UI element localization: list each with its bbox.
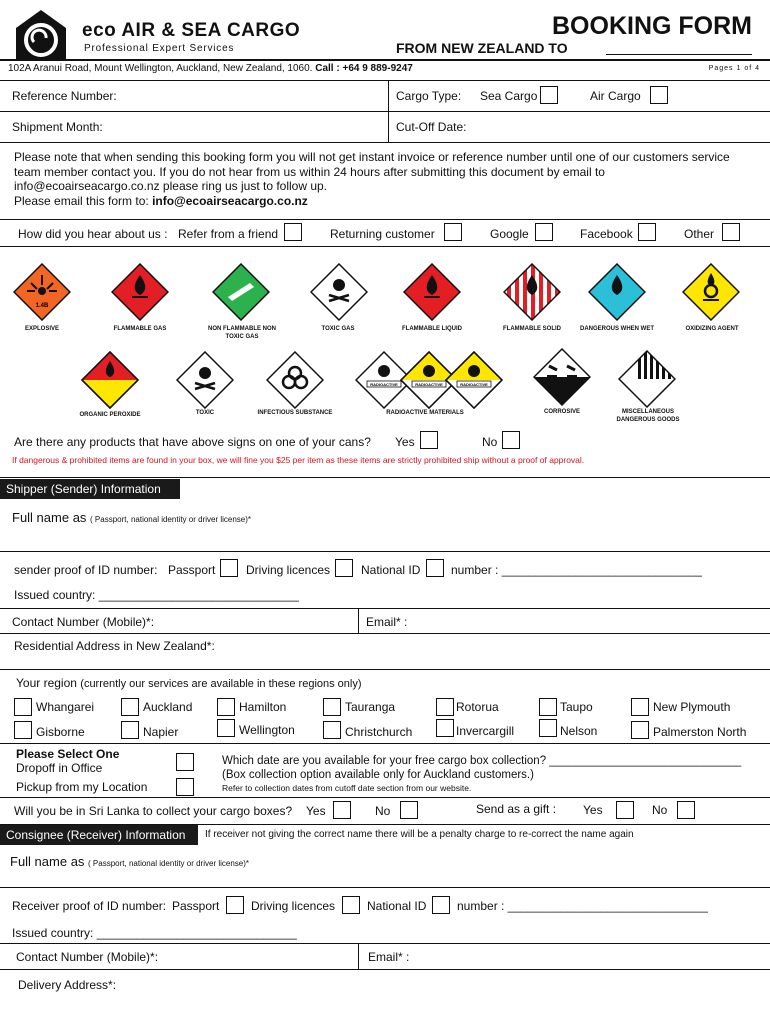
gift-no-label: No [652,803,668,817]
hear-option-friend: Refer from a friend [178,227,279,241]
region-tauranga-label: Tauranga [345,700,396,714]
receiver-driving-checkbox[interactable] [342,896,360,914]
toxic-gas-icon [310,263,368,321]
hear-option-facebook: Facebook [580,227,633,241]
svg-text:1.4B: 1.4B [35,303,49,309]
shipment-month-field[interactable]: Shipment Month: [12,120,103,134]
receiver-driving-label: Driving licences [251,899,336,913]
sender-driving-label: Driving licences [246,563,331,577]
sea-cargo-label: Sea Cargo [480,89,538,103]
srilanka-no-label: No [375,804,391,818]
address-line: 102A Aranui Road, Mount Wellington, Auckland, New Zealand, 1060. Call : +64 9 889-9247 [8,63,413,74]
sender-residential-field[interactable]: Residential Address in New Zealand*: [14,639,215,653]
hazard-label-flammable-gas: FLAMMABLE GAS [113,326,167,332]
gift-label: Send as a gift : [476,802,557,816]
toxic-icon [176,351,234,409]
destination-label [396,40,568,56]
hazard-label-misc: MISCELLANEOUS DANGEROUS GOODS [616,409,680,423]
notice-paragraph: Please note that when sending this booking form you will not get instant invoice or reference number until one of our customers service team member contact you. If you do not hear from us within 24 hours after submitting this document by email to info@ecoairseacargo.co.nz please ring us just to follow up. Please email this form to: info@ecoairseacargo.co.nz [14,150,730,208]
air-cargo-checkbox[interactable] [650,86,668,104]
hear-option-returning: Returning customer [330,227,435,241]
gift-yes-label: Yes [583,803,603,817]
oxidizing-agent-icon [682,263,740,321]
hazard-label-corrosive: CORROSIVE [543,409,580,415]
sender-passport-checkbox[interactable] [220,559,238,577]
hear-option-google: Google [490,227,529,241]
pickup-checkbox[interactable] [176,778,194,796]
reference-number-field[interactable]: Reference Number: [12,89,117,103]
receiver-issued-country-field[interactable]: Issued country: ______________________________ [12,926,297,940]
sender-passport-label: Passport [168,563,216,577]
hazard-label-toxic: TOXIC [195,410,215,416]
sender-email-field[interactable]: Email* : [366,615,408,629]
hear-google-checkbox[interactable] [535,223,553,241]
region-invercargill-checkbox[interactable] [436,719,454,737]
sender-national-label: National ID [361,563,421,577]
explosive-icon [13,263,71,321]
corrosive-icon [533,348,591,406]
hazard-label-toxic-gas: TOXIC GAS [321,326,355,332]
sender-proof-label: sender proof of ID number: [14,563,158,577]
region-invercargill-label: Invercargill [456,724,515,738]
organic-peroxide-icon [81,351,139,409]
region-wellington-checkbox[interactable] [217,719,235,737]
region-christchurch-label: Christchurch [345,725,413,739]
region-rotorua-label: Rotorua [456,700,499,714]
dropoff-checkbox[interactable] [176,753,194,771]
region-napier-checkbox[interactable] [121,721,139,739]
region-hamilton-checkbox[interactable] [217,698,235,716]
dangerous-when-wet-icon [588,263,646,321]
srilanka-question: Will you be in Sri Lanka to collect your cargo boxes? [14,804,293,818]
hazard-label-flammable-liquid: FLAMMABLE LIQUID [402,326,462,332]
region-palmerston-checkbox[interactable] [631,721,649,739]
hazard-label-flammable-solid: FLAMMABLE SOLID [503,326,561,332]
hazard-label-infectious: INFECTIOUS SUBSTANCE [257,410,333,416]
sender-id-number-field[interactable]: number : ______________________________ [451,563,702,577]
page-title: BOOKING FORM [552,12,752,40]
hear-friend-checkbox[interactable] [284,223,302,241]
receiver-contact-field[interactable]: Contact Number (Mobile)*: [16,950,159,964]
dangerous-yes-label: Yes [395,435,415,449]
svg-text:RADIOACTIVE: RADIOACTIVE [415,382,443,387]
flammable-liquid-icon [403,263,461,321]
hazard-label-explosive: EXPLOSIVE [24,326,59,332]
hear-facebook-checkbox[interactable] [638,223,656,241]
dangerous-no-checkbox[interactable] [502,431,520,449]
flammable-solid-icon [503,263,561,321]
sender-driving-checkbox[interactable] [335,559,353,577]
receiver-passport-label: Passport [172,899,220,913]
region-taupo-label: Taupo [560,700,593,714]
hazard-label-oxidizing: OXIDIZING AGENT [685,326,739,332]
receiver-national-label: National ID [367,899,427,913]
collection-refer-note: Refer to collection dates from cutoff date section from our website. [222,783,472,793]
region-new-plymouth-label: New Plymouth [653,700,731,714]
region-auckland-checkbox[interactable] [121,698,139,716]
receiver-email-field[interactable]: Email* : [368,950,410,964]
region-nelson-label: Nelson [560,724,598,738]
hazard-label-dangerous-wet: DANGEROUS WHEN WET [580,326,654,332]
destination-line [606,54,752,55]
flammable-gas-icon [111,263,169,321]
svg-text:RADIOACTIVE: RADIOACTIVE [370,382,398,387]
gift-yes-checkbox[interactable] [616,801,634,819]
region-taupo-checkbox[interactable] [539,698,557,716]
svg-text:RADIOACTIVE: RADIOACTIVE [460,382,488,387]
pickup-label: Pickup from my Location [16,780,148,794]
header-divider [0,59,770,61]
gift-no-checkbox[interactable] [677,801,695,819]
company-tagline: Professional Expert Services [84,43,235,54]
receiver-passport-checkbox[interactable] [226,896,244,914]
shipper-section-header: Shipper (Sender) Information [0,479,180,499]
srilanka-yes-checkbox[interactable] [333,801,351,819]
hazard-label-radioactive: RADIOACTIVE MATERIALS [386,410,464,416]
hear-other-checkbox[interactable] [722,223,740,241]
cutoff-date-field[interactable]: Cut-Off Date: [396,120,467,134]
region-christchurch-checkbox[interactable] [323,721,341,739]
receiver-id-number-field[interactable]: number : ______________________________ [457,899,708,913]
receiver-national-checkbox[interactable] [432,896,450,914]
non-flammable-gas-icon [212,263,270,321]
dropoff-label: Dropoff in Office [16,761,103,775]
dangerous-goods-question: Are there any products that have above signs on one of your cans? [14,435,371,449]
consignee-penalty-note: If receiver not giving the correct name there will be a penalty charge to re-correct the name again [205,829,634,840]
region-whangarei-label: Whangarei [36,700,95,714]
air-cargo-label: Air Cargo [590,89,641,103]
collection-note: (Box collection option available only for Auckland customers.) [222,769,534,781]
select-one-title: Please Select One [16,747,120,761]
consignee-section-header: Consignee (Receiver) Information [0,825,198,845]
notice-email[interactable]: info@ecoairseacargo.co.nz [152,193,308,208]
region-tauranga-checkbox[interactable] [323,698,341,716]
page-count: Pages 1 of 4 [708,65,760,72]
region-hamilton-label: Hamilton [239,700,287,714]
region-rotorua-checkbox[interactable] [436,698,454,716]
region-label: Your region (currently our services are available in these regions only) [16,676,362,690]
region-wellington-label: Wellington [239,723,295,737]
dangerous-no-label: No [482,435,498,449]
collection-date-field[interactable]: Which date are you available for your free cargo box collection? ______________________________ [222,755,742,767]
receiver-delivery-field[interactable]: Delivery Address*: [18,978,117,992]
miscellaneous-icon [618,350,676,408]
region-gisborne-label: Gisborne [36,725,85,739]
region-gisborne-checkbox[interactable] [14,721,32,739]
srilanka-no-checkbox[interactable] [400,801,418,819]
call-number: Call : +64 9 889-9247 [315,63,413,74]
sender-national-checkbox[interactable] [426,559,444,577]
region-auckland-label: Auckland [143,700,193,714]
cargo-type-label: Cargo Type: [396,89,462,103]
infectious-substance-icon [266,351,324,409]
region-whangarei-checkbox[interactable] [14,698,32,716]
hear-returning-checkbox[interactable] [444,223,462,241]
sender-issued-country-field[interactable]: Issued country: ______________________________ [14,588,299,602]
radioactive-icon-3 [445,351,503,409]
region-napier-label: Napier [143,725,179,739]
region-palmerston-label: Palmerston North [653,725,747,739]
shipper-fullname-label: Full name as ( Passport, national identity or driver license)* [12,510,252,525]
dangerous-warning: If dangerous & prohibited items are found in your box, we will fine you $25 per item as these items are strictly prohibited ship without a proof of approval. [12,455,585,465]
company-logo [12,8,70,62]
region-nelson-checkbox[interactable] [539,719,557,737]
sea-cargo-checkbox[interactable] [540,86,558,104]
receiver-proof-label: Receiver proof of ID number: [12,899,167,913]
hazard-label-organic-peroxide: ORGANIC PEROXIDE [79,412,141,418]
from-to-text: FROM NEW ZEALAND TO [396,40,568,56]
company-name: eco AIR & SEA CARGO [82,20,301,41]
dangerous-yes-checkbox[interactable] [420,431,438,449]
hear-about-label: How did you hear about us : [18,227,168,241]
hazard-label-non-flammable: NON FLAMMABLE NON TOXIC GAS [208,326,276,340]
region-new-plymouth-checkbox[interactable] [631,698,649,716]
hear-option-other: Other [684,227,715,241]
receiver-fullname-label: Full name as ( Passport, national identity or driver license)* [10,854,250,869]
sender-contact-field[interactable]: Contact Number (Mobile)*: [12,615,155,629]
srilanka-yes-label: Yes [306,804,326,818]
